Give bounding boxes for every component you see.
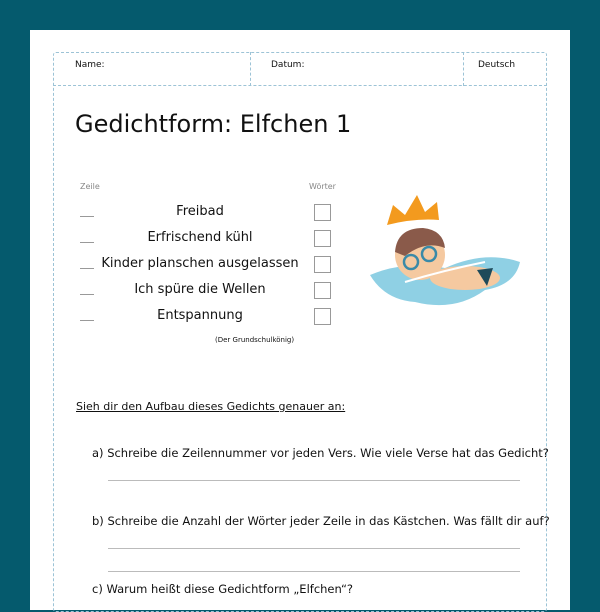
poem-text: Kinder planschen ausgelassen <box>101 256 299 271</box>
word-count-box[interactable] <box>314 308 331 325</box>
question-c: c) Warum heißt diese Gedichtform „Elfchen“? <box>92 582 354 596</box>
poem-text: Ich spüre die Wellen <box>134 282 266 297</box>
worksheet <box>30 30 570 610</box>
subject-label: Deutsch <box>478 60 516 70</box>
answer-line[interactable] <box>108 548 520 549</box>
poem-source: (Der Grundschulkönig) <box>215 336 295 344</box>
name-label: Name: <box>75 60 105 70</box>
poem-line <box>80 256 340 276</box>
header-row <box>53 52 547 86</box>
divider <box>250 52 251 86</box>
date-label: Datum: <box>271 60 305 70</box>
page-title: Gedichtform: Elfchen 1 <box>75 110 352 138</box>
word-count-box[interactable] <box>314 230 331 247</box>
line-column-label: Zeile <box>80 182 100 191</box>
word-count-box[interactable] <box>314 282 331 299</box>
word-count-box[interactable] <box>314 204 331 221</box>
question-a: a) Schreibe die Zeilennummer vor jeden Vers. Wie viele Verse hat das Gedicht? <box>92 446 549 460</box>
words-column-label: Wörter <box>309 182 336 191</box>
poem-line <box>80 308 340 328</box>
answer-line[interactable] <box>108 571 520 572</box>
swimming-boy-illustration <box>365 190 525 315</box>
poem-line <box>80 282 340 302</box>
poem-line <box>80 230 340 250</box>
poem-text: Entspannung <box>157 308 243 323</box>
question-b: b) Schreibe die Anzahl der Wörter jeder Zeile in das Kästchen. Was fällt dir auf? <box>92 514 550 528</box>
poem-line <box>80 204 340 224</box>
instruction-text: Sieh dir den Aufbau dieses Gedichts genauer an: <box>76 400 346 413</box>
line-number-blank[interactable] <box>80 216 94 217</box>
line-number-blank[interactable] <box>80 294 94 295</box>
line-number-blank[interactable] <box>80 320 94 321</box>
word-count-box[interactable] <box>314 256 331 273</box>
divider <box>463 52 464 86</box>
poem-text: Erfrischend kühl <box>147 230 253 245</box>
line-number-blank[interactable] <box>80 268 94 269</box>
poem-text: Freibad <box>176 204 224 219</box>
answer-line[interactable] <box>108 480 520 481</box>
line-number-blank[interactable] <box>80 242 94 243</box>
